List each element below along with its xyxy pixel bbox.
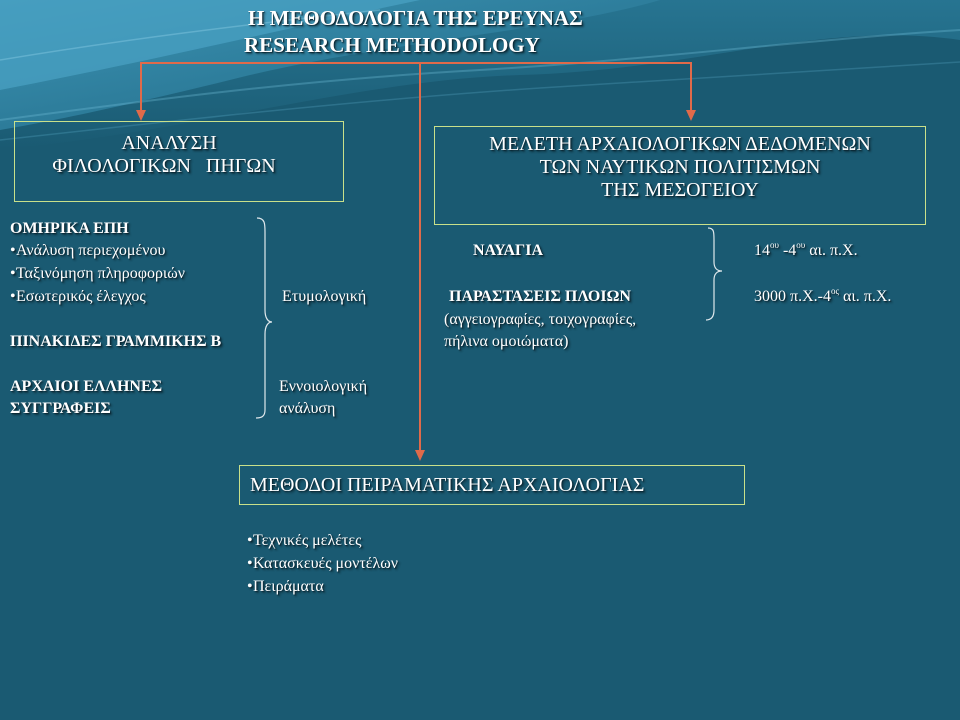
center-arrow bbox=[415, 450, 425, 461]
left-box-line-1: ΑΝΑΛΥΣΗ bbox=[121, 132, 217, 154]
shipwrecks-date: $14^{o\upsilon}$ $-4^{o\upsilon}$ αι. π.Χ. bbox=[754, 240, 858, 259]
archaeological-data-box bbox=[434, 126, 926, 225]
greek-authors-line-1: ΑΡΧΑΙΟΙ ΕΛΛΗΝΕΣ bbox=[10, 378, 163, 395]
experimental-item: •Κατασκευές μοντέλων bbox=[247, 553, 398, 575]
bullet-icon: • bbox=[247, 555, 253, 572]
left-brace bbox=[256, 218, 272, 418]
homeric-item: •Ταξινόμηση πληροφοριών bbox=[10, 263, 185, 285]
experimental-item: •Πειράματα bbox=[247, 576, 324, 598]
experimental-archaeology-box bbox=[239, 465, 745, 505]
bullet-icon: • bbox=[247, 532, 253, 549]
bullet-icon: • bbox=[247, 578, 253, 595]
homeric-item: •Εσωτερικός έλεγχος bbox=[10, 286, 146, 308]
bullet-icon: • bbox=[10, 265, 16, 282]
left-box-line-2: ΦΙΛΟΛΟΓΙΚΩΝ ΠΗΓΩΝ bbox=[52, 155, 276, 177]
bullet-icon: • bbox=[10, 242, 16, 259]
right-box-line-2: ΤΩΝ ΝΑΥΤΙΚΩΝ ΠΟΛΙΤΙΣΜΩΝ bbox=[539, 156, 821, 178]
linear-b-tablets: ΠΙΝΑΚΙΔΕΣ ΓΡΑΜΜΙΚΗΣ Β bbox=[10, 333, 222, 350]
experimental-item: •Τεχνικές μελέτες bbox=[247, 530, 361, 552]
etymological-analysis: Ετυμολογική bbox=[282, 288, 367, 305]
title-greek: Η ΜΕΘΟΔΟΛΟΓΙΑ ΤΗΣ ΕΡΕΥΝΑΣ bbox=[248, 6, 583, 30]
title-english: RESEARCH METHODOLOGY bbox=[244, 33, 540, 57]
right-box-line-1: ΜΕΛΕΤΗ ΑΡΧΑΙΟΛΟΓΙΚΩΝ ΔΕΔΟΜΕΝΩΝ bbox=[489, 133, 871, 155]
conceptual-analysis-line-1: Εννοιολογική bbox=[279, 378, 368, 395]
homeric-item: •Ανάλυση περιεχομένου bbox=[10, 240, 165, 262]
ship-depictions-detail-1: (αγγειογραφίες, τοιχογραφίες, bbox=[444, 311, 637, 328]
bottom-box-label: ΜΕΘΟΔΟΙ ΠΕΙΡΑΜΑΤΙΚΗΣ ΑΡΧΑΙΟΛΟΓΙΑΣ bbox=[250, 474, 645, 496]
right-brace bbox=[706, 228, 722, 320]
ship-depictions-date: 3000 $\pi.X.-4^{o\varsigma}$ αι. π.Χ. bbox=[754, 286, 892, 305]
greek-authors-line-2: ΣΥΓΓΡΑΦΕΙΣ bbox=[10, 400, 111, 417]
philological-sources-box bbox=[14, 121, 344, 202]
ship-depictions-detail-2: πήλινα ομοιώματα) bbox=[444, 333, 569, 350]
right-arrow bbox=[686, 110, 696, 121]
homeric-heading: ΟΜΗΡΙΚΑ ΕΠΗ bbox=[10, 220, 129, 237]
left-arrow bbox=[136, 110, 146, 121]
conceptual-analysis-line-2: ανάλυση bbox=[279, 400, 336, 417]
ship-depictions-label: ΠΑΡΑΣΤΑΣΕΙΣ ΠΛΟΙΩΝ bbox=[449, 288, 631, 305]
bullet-icon: • bbox=[10, 288, 16, 305]
right-box-line-3: ΤΗΣ ΜΕΣΟΓΕΙΟΥ bbox=[601, 179, 759, 201]
shipwrecks-label: ΝΑΥΑΓΙΑ bbox=[473, 242, 543, 259]
